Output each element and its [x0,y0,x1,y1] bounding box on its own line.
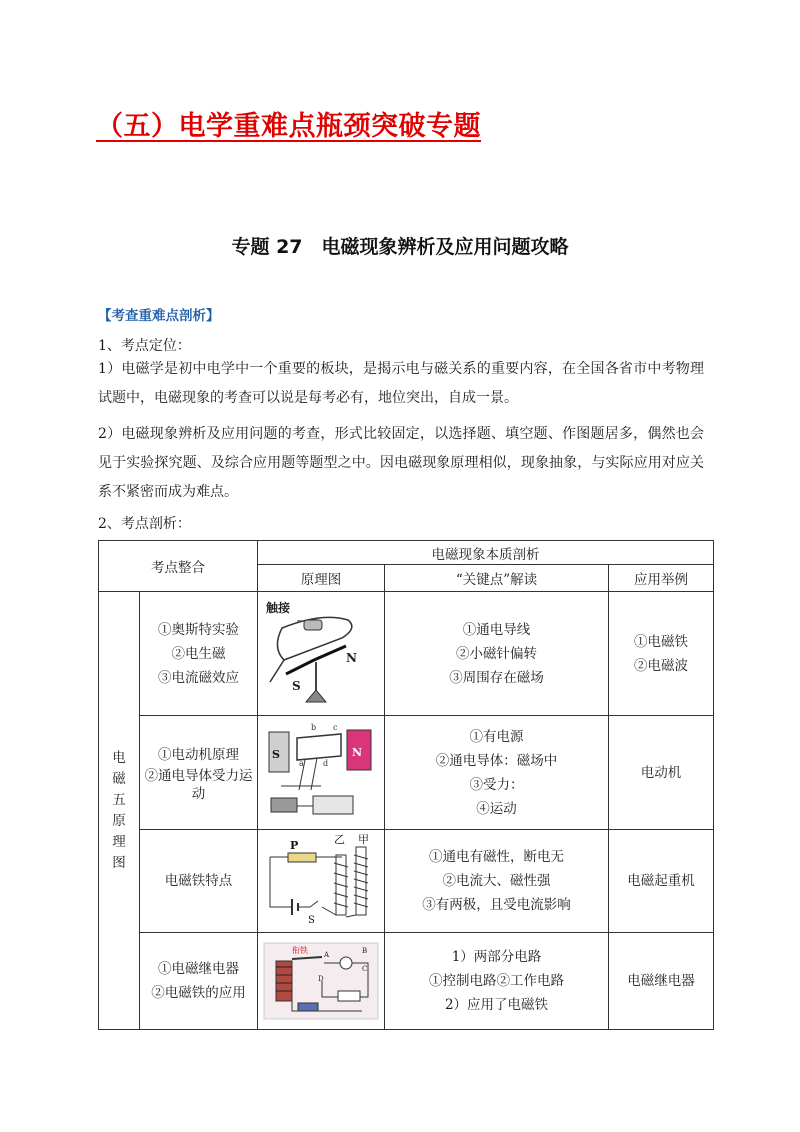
header-examples: 应用举例 [609,565,714,592]
battery-icon [304,620,322,630]
item-2-title: 2、考点剖析： [98,516,191,532]
power-source-icon [338,991,360,1001]
keypoints-cell: ①有电源 ②通电导体：磁场中 ③受力： ④运动 [385,716,609,830]
diagram-cell [258,592,385,716]
label-jia: 甲 [358,833,369,846]
label-armature: 衔铁 [292,946,308,955]
series-title: （五）电学重难点瓶颈突破专题 [96,111,481,142]
table-row [99,716,714,830]
bulb-icon [340,957,352,969]
header-topic: 考点整合 [99,541,258,592]
switch-icon [271,798,297,812]
table-row [99,933,714,1030]
header-diagram: 原理图 [258,565,385,592]
label-b: B [362,947,368,955]
section-heading: 【考查重难点剖析】 [98,308,220,324]
topic-cell: 电磁铁特点 [140,830,258,933]
table-row [99,830,714,933]
label-a: A [324,951,330,959]
label-d: d [323,758,329,768]
relay-diagram [262,941,380,1021]
header-group: 电磁现象本质剖析 [258,541,714,565]
examples-cell: 电磁起重机 [609,830,714,933]
switch-icon [298,901,318,907]
diagram-cell [258,933,385,1030]
label-yi: 乙 [334,833,345,846]
label-n: N [346,650,357,665]
battery-icon [298,1003,318,1011]
keypoints-cell: ①通电导线 ②小磁针偏转 ③周围存在磁场 [385,592,609,716]
analysis-table [98,540,714,1030]
topic-cell: ①奥斯特实验 ②电生磁 ③电流磁效应 [140,592,258,716]
label-s: S [272,747,280,761]
label-s: S [292,678,301,693]
battery-icon [313,796,353,814]
examples-cell: ①电磁铁 ②电磁波 [609,592,714,716]
label-touch: 触接 [266,600,291,615]
diagram-cell [258,716,385,830]
item-1-title: 1、考点定位： [98,338,191,354]
keypoints-cell: ①通电有磁性，断电无 ②电流大、磁性强 ③有两极，且受电流影响 [385,830,609,933]
label-b: b [311,722,317,732]
examples-cell: 电磁继电器 [609,933,714,1030]
group-label: 电 磁 五 原 理 图 [99,592,140,1030]
label-a: a [299,758,304,768]
paragraph-2: 2）电磁现象辨析及应用问题的考查，形式比较固定，以选择题、填空题、作图题居多，偶然也会见于实验探究题、及综合应用题等题型之中。因电磁现象原理相似，现象抽象，与实际应用对应关系不紧密而成为难点。 [98,426,704,500]
motor-principle-diagram [261,720,381,826]
label-p: P [290,839,299,852]
oersted-experiment-diagram [262,598,380,710]
label-s: S [308,915,315,926]
topic-cell: ①电磁继电器 ②电磁铁的应用 [140,933,258,1030]
keypoints-cell: 1）两部分电路 ①控制电路②工作电路 2）应用了电磁铁 [385,933,609,1030]
topic-cell: ①电动机原理 ②通电导体受力运动 [140,716,258,830]
header-keypoints: “关键点”解读 [385,565,609,592]
coil-icon [297,734,341,760]
electromagnet-diagram [262,833,380,929]
topic-title: 专题 27 电磁现象辨析及应用问题攻略 [231,236,569,258]
diagram-cell [258,830,385,933]
label-c: c [333,722,338,732]
label-minus: − [296,615,305,627]
table-row [99,592,714,716]
examples-cell: 电动机 [609,716,714,830]
label-n: N [352,745,363,759]
label-d: D [318,975,324,983]
paragraph-1: 1）电磁学是初中电学中一个重要的板块，是揭示电与磁关系的重要内容，在全国各省市中考物理试题中，电磁现象的考查可以说是每考必有，地位突出，自成一景。 [98,361,704,406]
rheostat-icon [288,853,316,862]
label-c: C [362,965,368,973]
